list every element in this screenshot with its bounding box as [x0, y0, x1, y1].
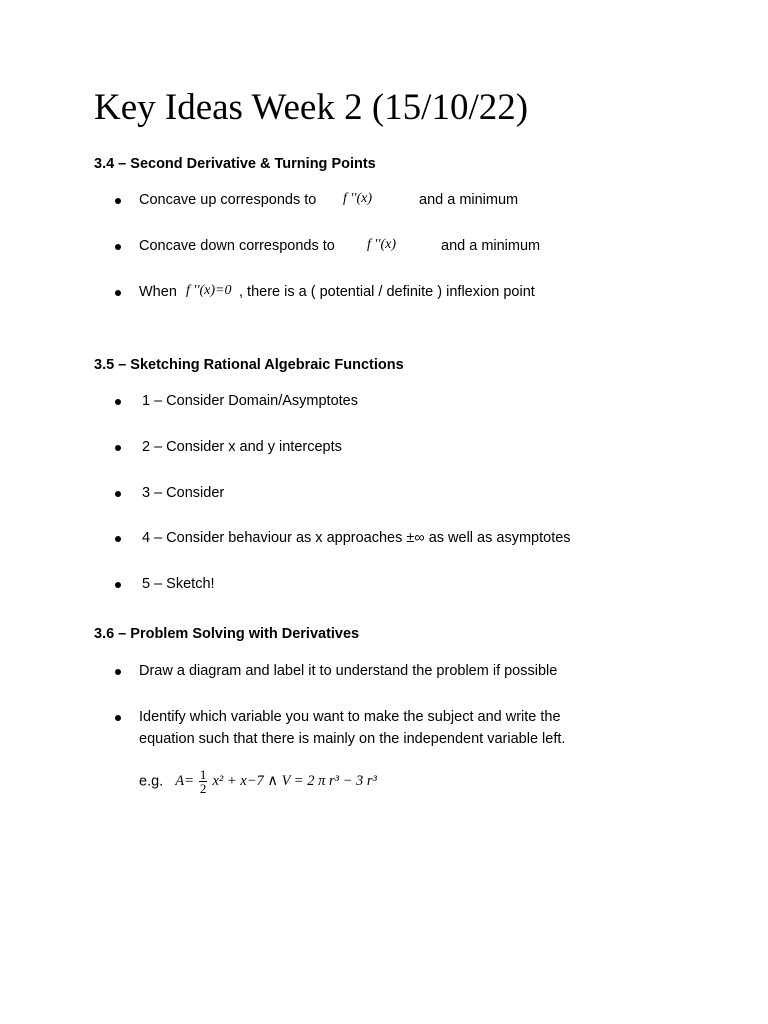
bullet-icon — [115, 491, 121, 497]
example-label: e.g. — [139, 773, 164, 790]
item-suffix: and a minimum — [441, 238, 541, 254]
item-text-line-2: equation such that there is mainly on the independent variable left. — [139, 731, 566, 747]
bullet-icon — [115, 669, 121, 675]
bullet-icon — [115, 536, 121, 542]
item-text: 4 – Consider behaviour as x approaches ±∞ as well as asymptotes — [142, 530, 571, 546]
item-text: Concave down corresponds to — [139, 238, 335, 254]
page-title: Key Ideas Week 2 (15/10/22) — [94, 87, 529, 128]
fraction — [199, 768, 208, 795]
bullet-icon — [115, 445, 121, 451]
section-heading-3-4: 3.4 – Second Derivative & Turning Points — [94, 156, 376, 172]
item-text: , there is a ( potential / definite ) inflexion point — [239, 284, 535, 300]
bullet-icon — [115, 715, 121, 721]
bullet-icon — [115, 244, 121, 250]
item-text: 5 – Sketch! — [142, 576, 215, 592]
equation-rest: x² + x−7 ∧ V = 2 π r³ − 3 r³ — [212, 773, 377, 789]
item-text: 2 – Consider x and y intercepts — [142, 439, 342, 455]
item-text-line-1: Identify which variable you want to make the subject and write the — [139, 709, 561, 725]
math-expression: f ′′(x)=0 — [186, 283, 232, 298]
item-suffix: and a minimum — [419, 192, 519, 208]
bullet-icon — [115, 399, 121, 405]
bullet-icon — [115, 198, 121, 204]
fraction-numerator: 1 — [199, 767, 207, 782]
fraction-denominator: 2 — [199, 781, 207, 796]
bullet-icon — [115, 290, 121, 296]
example-equation — [139, 768, 377, 795]
item-text: Draw a diagram and label it to understand the problem if possible — [139, 663, 558, 679]
bullet-icon — [115, 582, 121, 588]
section-heading-3-6: 3.6 – Problem Solving with Derivatives — [94, 626, 360, 642]
math-expression: f ′′(x) — [367, 237, 397, 252]
equation-lhs: A= — [175, 773, 194, 789]
item-text: Concave up corresponds to — [139, 192, 317, 208]
section-heading-3-5: 3.5 – Sketching Rational Algebraic Functions — [94, 357, 404, 373]
item-text: 1 – Consider Domain/Asymptotes — [142, 393, 358, 409]
math-expression: f ′′(x) — [343, 191, 373, 206]
item-text: 3 – Consider — [142, 485, 225, 501]
item-prefix: When — [139, 284, 177, 300]
